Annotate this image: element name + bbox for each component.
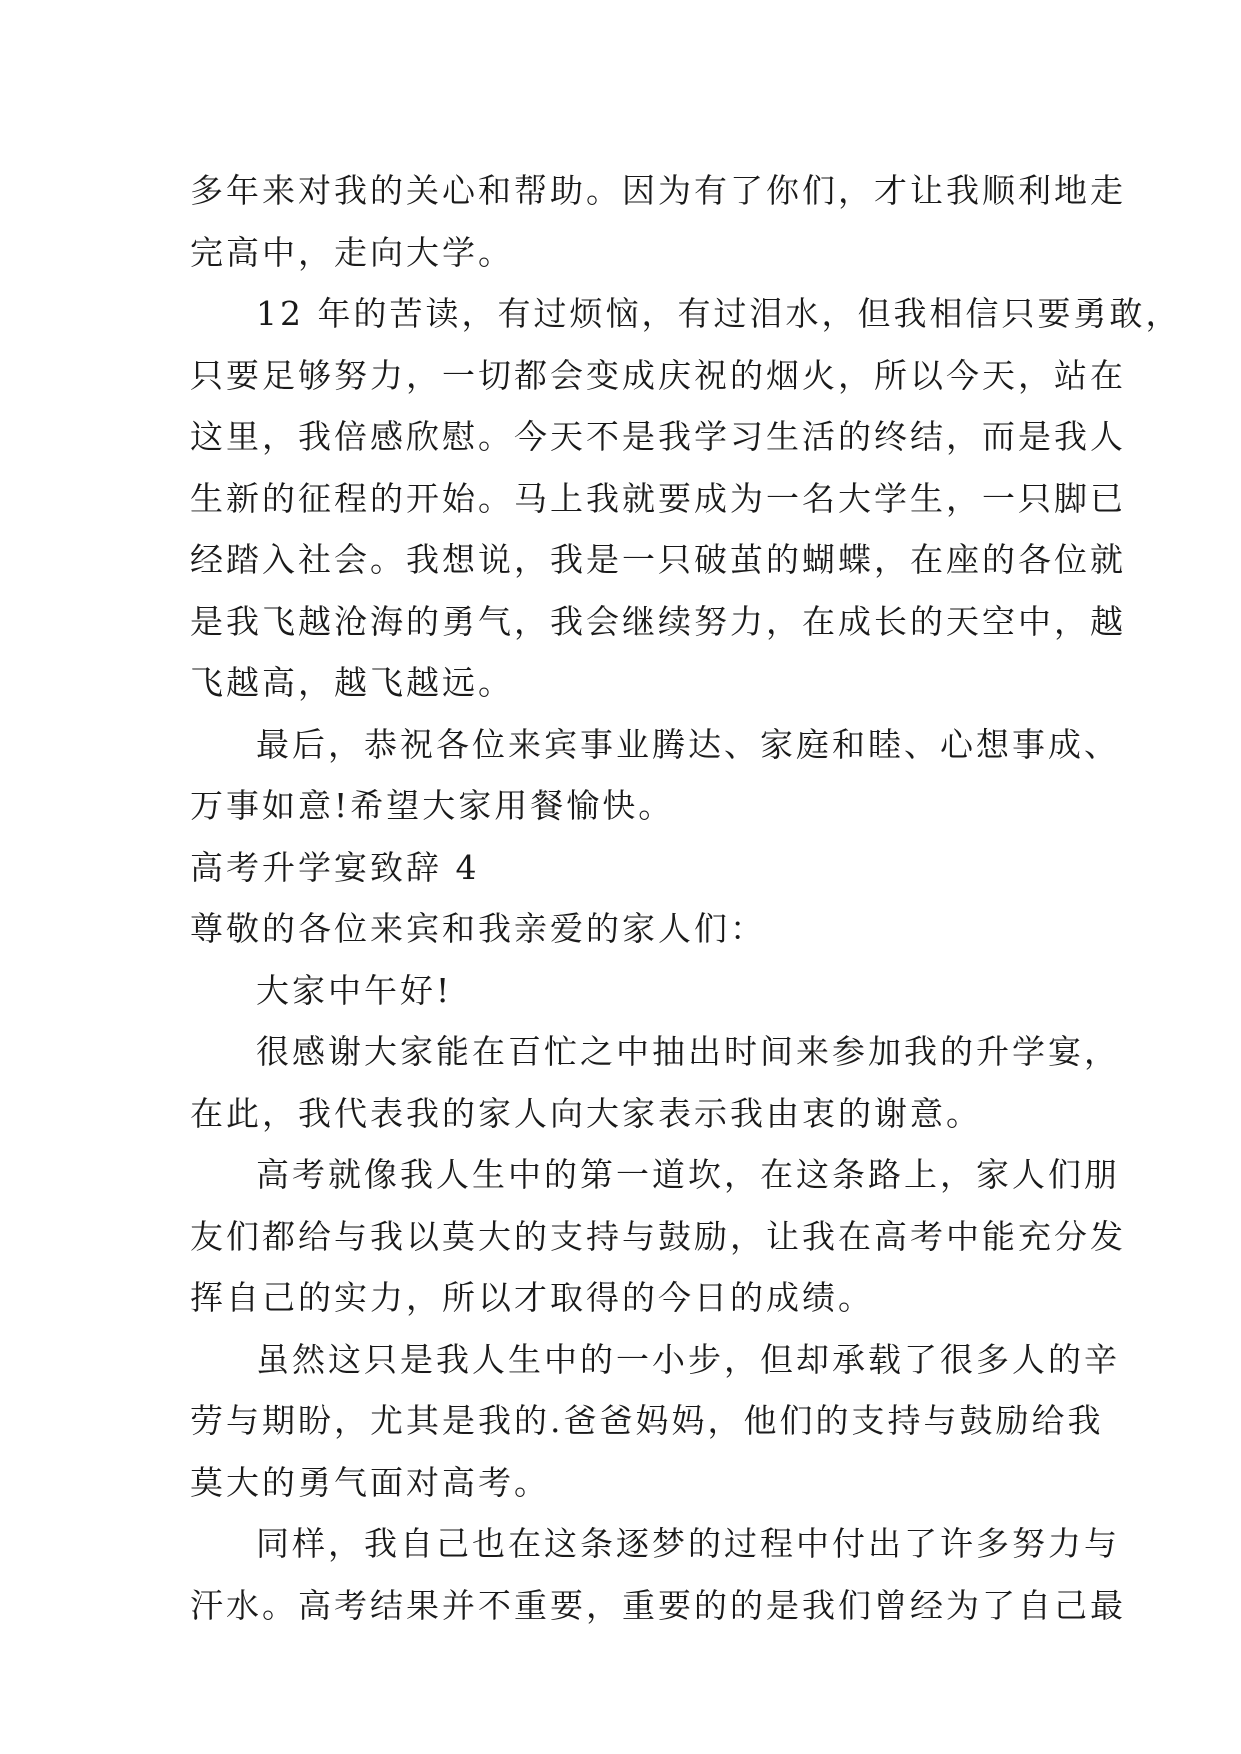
text-line: 12 年的苦读，有过烦恼，有过泪水，但我相信只要勇敢， — [256, 294, 1182, 333]
text-line: 友们都给与我以莫大的支持与鼓励，让我在高考中能充分发 — [190, 1216, 1126, 1256]
text-line: 生新的征程的开始。马上我就要成为一名大学生，一只脚已 — [190, 478, 1126, 518]
text-line: 劳与期盼，尤其是我的.爸爸妈妈，他们的支持与鼓励给我 — [190, 1401, 1104, 1440]
text-line: 在此，我代表我的家人向大家表示我由衷的谢意。 — [190, 1093, 982, 1133]
text-line: 这里，我倍感欣慰。今天不是我学习生活的终结，而是我人 — [190, 417, 1126, 456]
salutation: 尊敬的各位来宾和我亲爱的家人们： — [190, 909, 766, 948]
text-line: 经踏入社会。我想说，我是一只破茧的蝴蝶，在座的各位就 — [190, 540, 1126, 579]
text-line: 飞越高，越飞越远。 — [190, 663, 514, 702]
text-line: 最后，恭祝各位来宾事业腾达、家庭和睦、心想事成、 — [256, 724, 1120, 764]
text-line: 多年来对我的关心和帮助。因为有了你们，才让我顺利地走 — [190, 171, 1126, 210]
text-line: 很感谢大家能在百忙之中抽出时间来参加我的升学宴， — [256, 1032, 1120, 1071]
text-line: 完高中，走向大学。 — [190, 232, 514, 272]
section-heading: 高考升学宴致辞 4 — [190, 847, 480, 887]
document-body — [190, 160, 1182, 1636]
text-line: 是我飞越沧海的勇气，我会继续努力，在成长的天空中，越 — [190, 601, 1126, 641]
text-line: 挥自己的实力，所以才取得的今日的成绩。 — [190, 1278, 874, 1317]
text-line: 同样，我自己也在这条逐梦的过程中付出了许多努力与 — [256, 1524, 1120, 1563]
text-line: 汗水。高考结果并不重要，重要的的是我们曾经为了自己最 — [190, 1585, 1126, 1625]
text-line: 万事如意!希望大家用餐愉快。 — [190, 786, 675, 825]
text-line: 只要足够努力，一切都会变成庆祝的烟火，所以今天，站在 — [190, 355, 1126, 395]
greeting: 大家中午好! — [256, 970, 453, 1010]
text-line: 虽然这只是我人生中的一小步，但却承载了很多人的辛 — [256, 1339, 1120, 1379]
text-line: 高考就像我人生中的第一道坎，在这条路上，家人们朋 — [256, 1155, 1120, 1194]
text-line: 莫大的勇气面对高考。 — [190, 1462, 550, 1502]
